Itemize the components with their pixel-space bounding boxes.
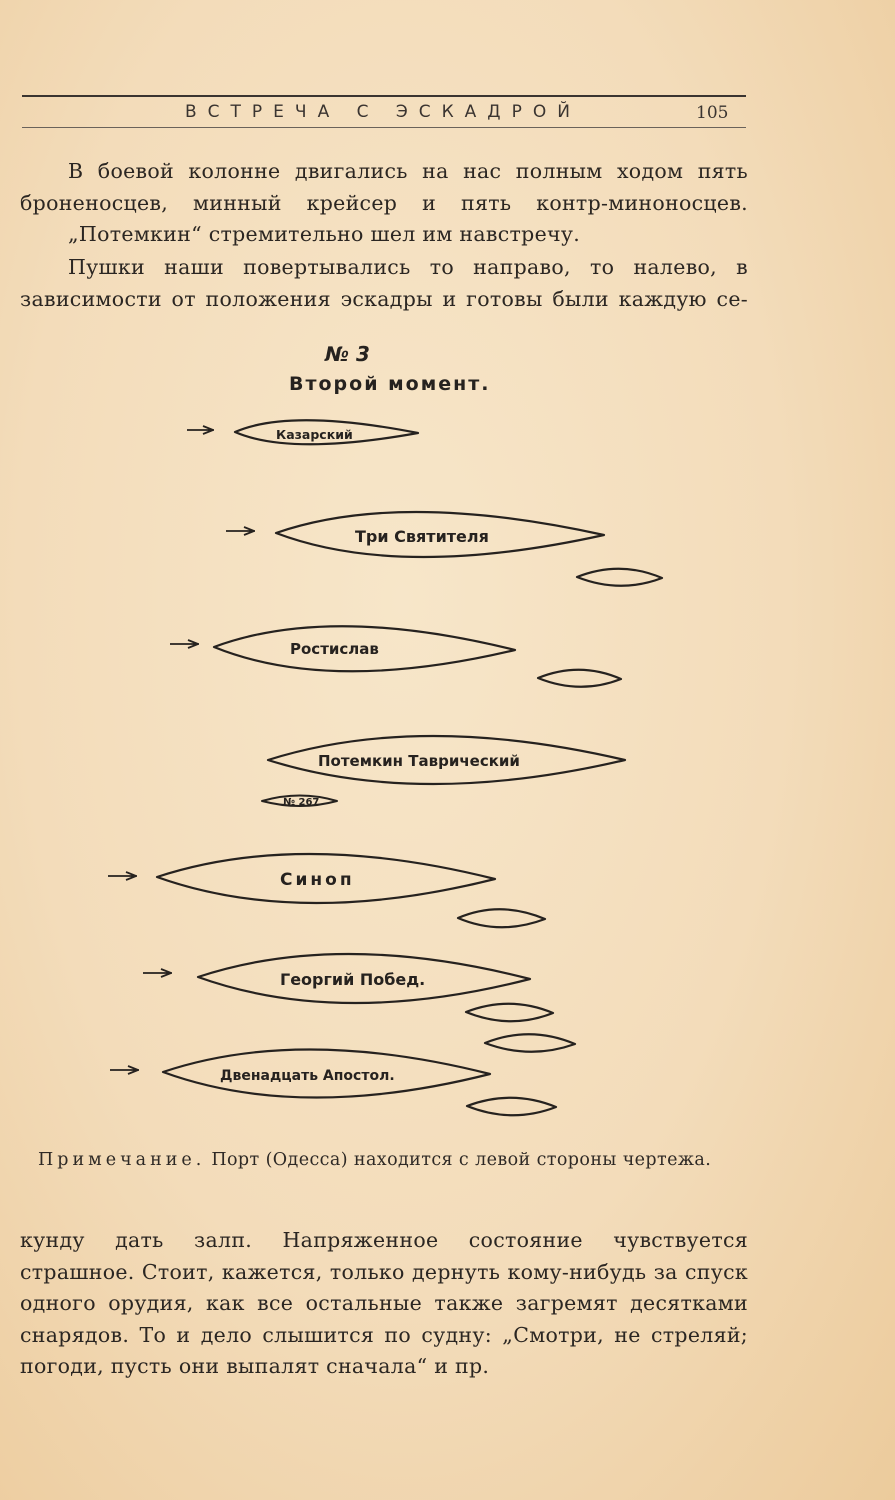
ship-label-rostislav: Ростислав bbox=[290, 640, 379, 658]
page-number: 105 bbox=[696, 103, 729, 123]
note-text: Порт (Одесса) находится с левой стороны чертежа. bbox=[211, 1150, 712, 1170]
ship-label-sinop: Синоп bbox=[280, 870, 355, 890]
squadron-diagram bbox=[0, 400, 895, 1140]
torpedo-boat-3 bbox=[458, 909, 545, 927]
note-label: Примечание. bbox=[38, 1150, 206, 1170]
paragraph-2: Пушки наши повертывались то направо, то налево, в зависимости от положения эскадры и готовы были каждую се- bbox=[20, 255, 748, 311]
torpedo-boat-5 bbox=[485, 1034, 575, 1052]
figure-title: Второй момент. bbox=[289, 373, 491, 395]
torpedo-boat-4 bbox=[466, 1004, 553, 1022]
header-rule-bottom bbox=[22, 127, 746, 128]
torpedo-boat-2 bbox=[538, 670, 621, 687]
ship-label-267: № 267 bbox=[283, 797, 320, 808]
ship-label-georgy: Георгий Побед. bbox=[280, 970, 426, 989]
running-head: ВСТРЕЧА С ЭСКАДРОЙ bbox=[185, 102, 581, 122]
ship-label-dvenadtsat-apostolov: Двенадцать Апостол. bbox=[220, 1068, 395, 1084]
figure-note bbox=[38, 1150, 758, 1170]
ship-label-tri-svyatitelya: Три Святителя bbox=[355, 527, 489, 546]
paragraph-1: В боевой колонне двигались на нас полным ходом пять броненосцев, минный крейсер и пять контр-миноносцев. bbox=[20, 159, 748, 215]
ship-label-potemkin: Потемкин Таврический bbox=[318, 752, 520, 770]
figure-number: № 3 bbox=[325, 342, 370, 366]
torpedo-boat-6 bbox=[467, 1098, 556, 1116]
header-rule-top bbox=[22, 95, 746, 97]
paragraph-3: кунду дать залп. Напряженное состояние чувствуется страшное. Стоит, кажется, только дернуть кому-нибудь за спуск одного орудия, как все остальные также загремят десятками снарядов. То и дело слышится по судну: „Смотри, не стреляй; погоди, пусть они выпалят сначала“ и пр. bbox=[20, 1228, 748, 1379]
ship-label-kazarsky: Казарский bbox=[276, 427, 353, 442]
torpedo-boat-1 bbox=[577, 569, 662, 586]
paragraph-1-continuation: „Потемкин“ стремительно шел им навстречу. bbox=[68, 222, 581, 246]
